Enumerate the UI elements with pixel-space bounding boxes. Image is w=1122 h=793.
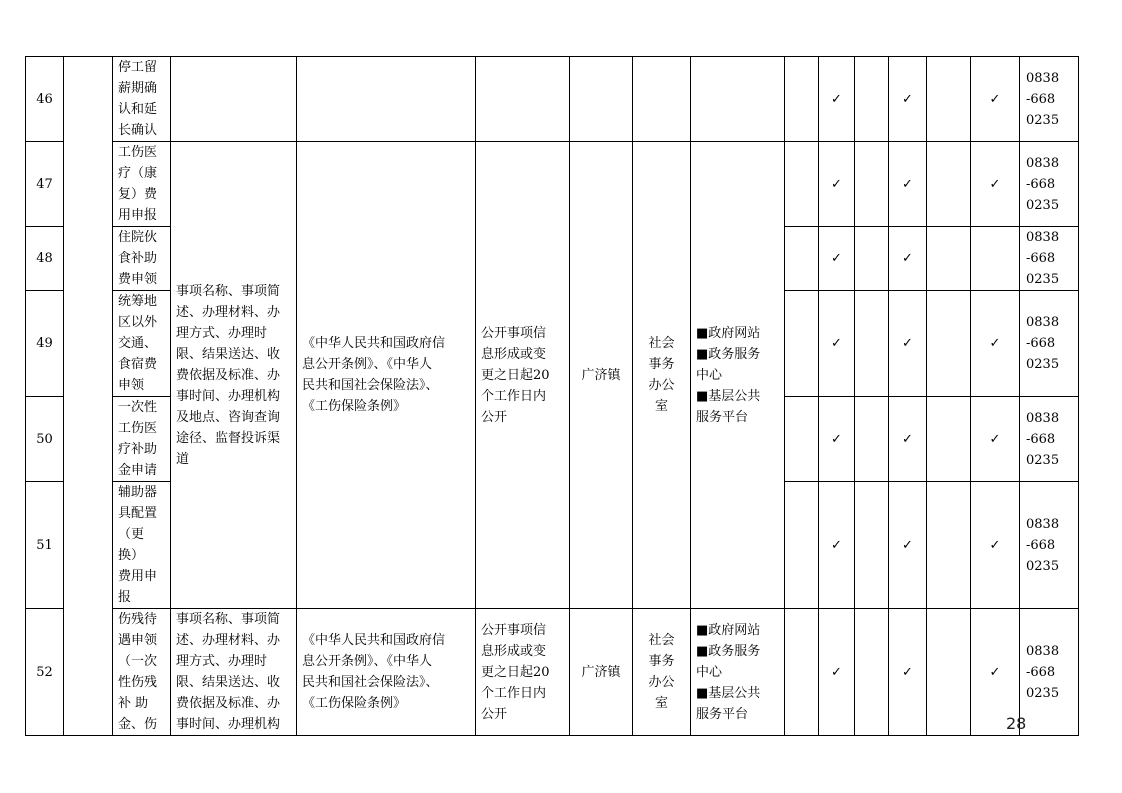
item-name: 工伤医 疗（康 复）费 用申报: [113, 142, 171, 227]
check-mark-icon: ✓: [889, 142, 927, 227]
phone-number: 0838 -668 0235: [1020, 482, 1079, 609]
disclosure-timing: 公开事项信 息形成或变 更之日起20 个工作日内 公开: [476, 609, 570, 736]
item-name: 统筹地 区以外 交通、 食宿费 申领: [113, 291, 171, 397]
phone-number: 0838 -668 0235: [1020, 609, 1079, 736]
blank-cell: [855, 227, 889, 291]
responsible-dept: 社会 事务 办公 室: [633, 609, 691, 736]
blank-cell: [927, 482, 971, 609]
subject-cell: [570, 57, 633, 142]
phone-number: 0838 -668 0235: [1020, 57, 1079, 142]
row-number: 47: [26, 142, 64, 227]
disclosure-subject: 广济镇: [570, 609, 633, 736]
disclosure-subject: 广济镇: [570, 142, 633, 609]
check-mark-icon: ✓: [819, 291, 855, 397]
table-row: [26, 142, 1079, 227]
disclosure-table: [25, 56, 1079, 736]
row-number: 50: [26, 397, 64, 482]
check-mark-icon: ✓: [971, 57, 1020, 142]
blank-cell: [855, 291, 889, 397]
item-name: 辅助器 具配置 （更换） 费用申 报: [113, 482, 171, 609]
blank-cell: [855, 57, 889, 142]
blank-cell: [927, 142, 971, 227]
phone-number: 0838 -668 0235: [1020, 142, 1079, 227]
blank-cell: [855, 397, 889, 482]
blank-cell: [855, 142, 889, 227]
row-number: 48: [26, 227, 64, 291]
check-mark-icon: ✓: [971, 291, 1020, 397]
disclosure-channels: ■政府网站 ■政务服务 中心 ■基层公共 服务平台: [691, 142, 785, 609]
category-cell: [64, 57, 113, 736]
check-mark-icon: ✓: [819, 397, 855, 482]
check-mark-icon: ✓: [971, 142, 1020, 227]
disclosure-channels: ■政府网站 ■政务服务 中心 ■基层公共 服务平台: [691, 609, 785, 736]
responsible-dept: 社会 事务 办公 室: [633, 142, 691, 609]
blank-cell: [785, 482, 819, 609]
item-name: 伤残待 遇申领 （一次 性伤残 补 助 金、伤: [113, 609, 171, 736]
item-name: 停工留 薪期确 认和延 长确认: [113, 57, 171, 142]
blank-cell: [927, 609, 971, 736]
blank-cell: [855, 609, 889, 736]
dept-cell: [633, 57, 691, 142]
check-mark-icon: ✓: [819, 57, 855, 142]
row-number: 51: [26, 482, 64, 609]
check-mark-icon: ✓: [889, 291, 927, 397]
check-mark-icon: ✓: [819, 227, 855, 291]
check-mark-icon: ✓: [889, 397, 927, 482]
disclosure-basis: 《中华人民共和国政府信 息公开条例》、《中华人 民共和国社会保险法》、 《工伤保险条例》: [297, 142, 476, 609]
blank-cell: [971, 227, 1020, 291]
row-number: 52: [26, 609, 64, 736]
blank-cell: [785, 397, 819, 482]
blank-cell: [927, 291, 971, 397]
timing-cell: [476, 57, 570, 142]
channel-cell: [691, 57, 785, 142]
check-mark-icon: ✓: [819, 482, 855, 609]
check-mark-icon: ✓: [971, 482, 1020, 609]
disclosure-timing: 公开事项信 息形成或变 更之日起20 个工作日内 公开: [476, 142, 570, 609]
check-mark-icon: ✓: [971, 609, 1020, 736]
table-row: [26, 57, 1079, 142]
blank-cell: [785, 142, 819, 227]
phone-number: 0838 -668 0235: [1020, 397, 1079, 482]
blank-cell: [927, 397, 971, 482]
phone-number: 0838 -668 0235: [1020, 227, 1079, 291]
blank-cell: [785, 609, 819, 736]
blank-cell: [785, 291, 819, 397]
item-name: 一次性 工伤医 疗补助 金申请: [113, 397, 171, 482]
check-mark-icon: ✓: [971, 397, 1020, 482]
blank-cell: [785, 227, 819, 291]
check-mark-icon: ✓: [889, 609, 927, 736]
blank-cell: [927, 57, 971, 142]
page-number: 28: [1006, 714, 1027, 733]
item-name: 住院伙 食补助 费申领: [113, 227, 171, 291]
check-mark-icon: ✓: [889, 227, 927, 291]
check-mark-icon: ✓: [889, 57, 927, 142]
table-row: [26, 609, 1079, 736]
blank-cell: [785, 57, 819, 142]
blank-cell: [855, 482, 889, 609]
check-mark-icon: ✓: [819, 609, 855, 736]
blank-cell: [927, 227, 971, 291]
disclosure-content: 事项名称、事项简 述、办理材料、办 理方式、办理时 限、结果送达、收 费依据及标准、办 事时间、办理机构: [171, 609, 297, 736]
basis-cell: [297, 57, 476, 142]
phone-number: 0838 -668 0235: [1020, 291, 1079, 397]
content-cell: [171, 57, 297, 142]
disclosure-content: 事项名称、事项简 述、办理材料、办 理方式、办理时 限、结果送达、收 费依据及标准、办 事时间、办理机构 及地点、咨询查询 途径、监督投诉渠 道: [171, 142, 297, 609]
row-number: 49: [26, 291, 64, 397]
check-mark-icon: ✓: [819, 142, 855, 227]
check-mark-icon: ✓: [889, 482, 927, 609]
row-number: 46: [26, 57, 64, 142]
disclosure-basis: 《中华人民共和国政府信 息公开条例》、《中华人 民共和国社会保险法》、 《工伤保险条例》: [297, 609, 476, 736]
